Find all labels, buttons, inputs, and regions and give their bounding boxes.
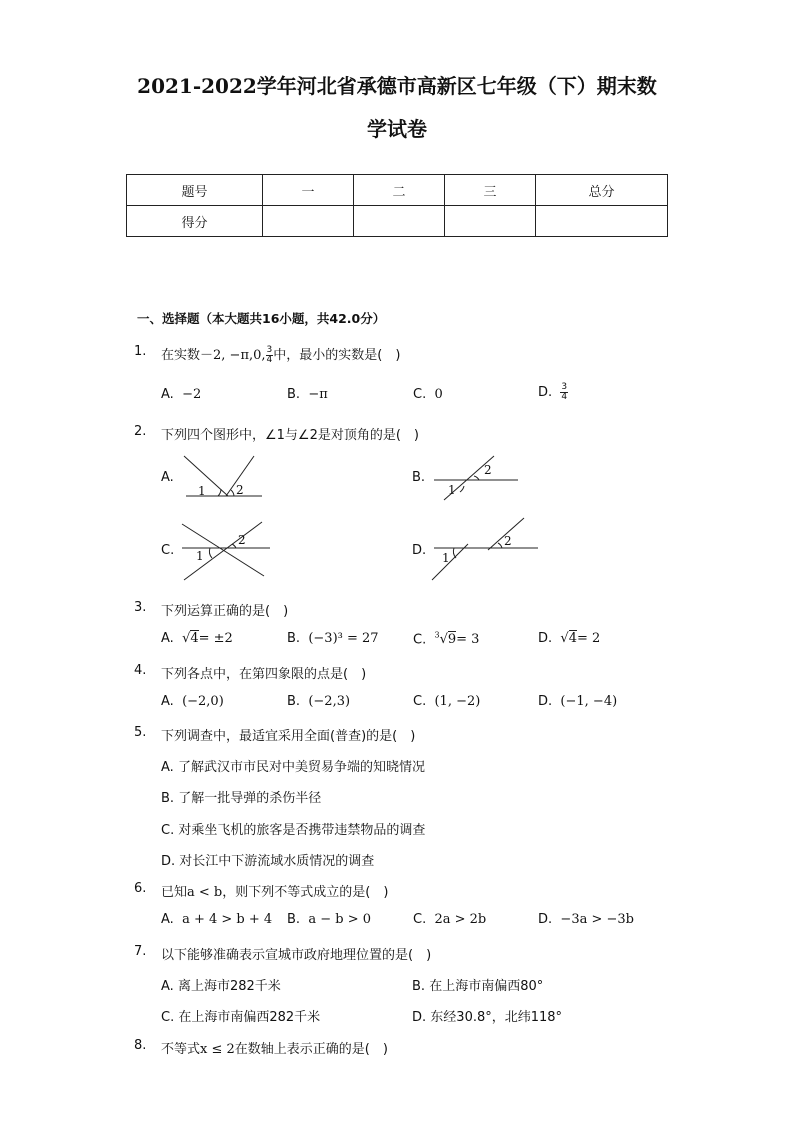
- option-b[interactable]: [161, 787, 321, 806]
- question-8: [0, 1038, 794, 1058]
- option-text: = ±2: [198, 631, 233, 646]
- option-text: 在上海市南偏西282千米: [178, 1010, 321, 1025]
- question-number: 4.: [134, 663, 147, 678]
- question-stem: [161, 1038, 388, 1057]
- option-text: (−2,0): [182, 694, 224, 709]
- question-number: 2.: [134, 424, 147, 439]
- option-math: √4= ±2: [182, 631, 233, 646]
- score-cell[interactable]: [445, 206, 536, 237]
- figure-c-label[interactable]: C.: [161, 543, 175, 558]
- question-number: 8.: [134, 1038, 147, 1053]
- angle-label-1: 1: [448, 483, 456, 497]
- radicand: 4: [190, 631, 199, 646]
- option-math: $^3$√9= 3: [434, 631, 480, 648]
- option-label: D.: [538, 385, 553, 400]
- option-b[interactable]: [287, 387, 328, 402]
- question-1: [0, 344, 794, 364]
- angle-label-2: 2: [236, 483, 244, 497]
- question-6: [0, 881, 794, 901]
- option-c[interactable]: [413, 694, 480, 709]
- option-text: 离上海市282千米: [177, 979, 281, 994]
- question-2: [0, 424, 794, 444]
- option-label: C.: [161, 1010, 175, 1025]
- option-label: A.: [161, 631, 174, 646]
- option-text: 了解一批导弹的杀伤半径: [178, 791, 322, 806]
- option-label: A.: [161, 912, 174, 927]
- question-5: [0, 725, 794, 745]
- option-a[interactable]: [161, 975, 281, 994]
- stem-text: 不等式: [161, 1042, 201, 1057]
- score-table-score-row: [127, 206, 668, 237]
- option-c[interactable]: [413, 912, 486, 927]
- score-header-cell: 三: [445, 175, 536, 206]
- option-text: (−1, −4): [560, 694, 618, 709]
- question-stem: [161, 881, 388, 900]
- angle-label-1: 1: [442, 551, 450, 565]
- angle-label-1: 1: [198, 484, 206, 498]
- score-table-header-row: [127, 175, 668, 206]
- stem-text: 已知: [161, 885, 188, 900]
- option-a[interactable]: [161, 912, 272, 927]
- option-label: B.: [287, 694, 301, 709]
- option-text: (−3)³ = 27: [308, 631, 379, 646]
- figure-d-diagram: [430, 516, 542, 582]
- question-stem: 下列四个图形中，∠1与∠2是对顶角的是( ): [161, 428, 419, 443]
- option-d[interactable]: [538, 631, 600, 646]
- option-label: B.: [287, 631, 301, 646]
- option-label: D.: [538, 694, 553, 709]
- angle-label-2: 2: [238, 533, 246, 547]
- option-text: = 3: [456, 632, 480, 648]
- option-label: B.: [287, 387, 301, 402]
- fraction: [560, 383, 568, 402]
- option-c[interactable]: [413, 387, 443, 402]
- figure-c-diagram: [176, 520, 276, 582]
- option-label: C.: [413, 387, 427, 402]
- fraction-numerator: 3: [266, 345, 273, 355]
- option-b[interactable]: [287, 631, 379, 646]
- option-label: C.: [161, 823, 175, 838]
- option-text: 对长江中下游流域水质情况的调查: [179, 854, 375, 869]
- option-text: = 2: [577, 631, 601, 646]
- option-label: A.: [161, 760, 174, 775]
- figure-b-label[interactable]: B.: [412, 470, 426, 485]
- option-c[interactable]: [161, 819, 425, 838]
- score-header-cell: 一: [263, 175, 354, 206]
- question-stem: 以下能够准确表示宣城市政府地理位置的是( ): [161, 948, 432, 963]
- score-header-cell: 总分: [536, 175, 668, 206]
- option-d[interactable]: [161, 850, 374, 869]
- question-number: 6.: [134, 881, 147, 896]
- option-d[interactable]: [412, 1006, 562, 1025]
- question-number: 1.: [134, 344, 147, 359]
- option-label: D.: [412, 1010, 427, 1025]
- option-text: (−2,3): [308, 694, 351, 709]
- option-label: C.: [413, 632, 427, 648]
- option-d[interactable]: [538, 694, 617, 709]
- question-stem: 下列调查中，最适宜采用全面(普查)的是( ): [161, 729, 416, 744]
- option-d[interactable]: [538, 912, 634, 927]
- option-c[interactable]: [161, 1006, 320, 1025]
- section-header: 一、选择题（本大题共16小题，共42.0分）: [137, 311, 386, 326]
- stem-text: 中，最小的实数是( ): [273, 348, 401, 363]
- radicand: 9: [447, 632, 457, 648]
- option-b[interactable]: [287, 694, 350, 709]
- angle-label-2: 2: [484, 463, 492, 477]
- stem-math: a < b: [187, 885, 223, 900]
- option-label: A.: [161, 979, 174, 994]
- stem-math: x ≤ 2: [200, 1042, 235, 1057]
- question-3: [0, 600, 794, 620]
- option-text: a + 4 > b + 4: [182, 912, 273, 927]
- root-index: 3: [434, 631, 440, 640]
- option-label: A.: [161, 694, 174, 709]
- option-text: 东经30.8°，北纬118°: [430, 1010, 563, 1025]
- option-label: C.: [413, 694, 427, 709]
- question-4: [0, 663, 794, 683]
- option-label: D.: [538, 912, 553, 927]
- option-a[interactable]: [161, 756, 425, 775]
- page-title-line2: 学试卷: [367, 117, 427, 141]
- question-number: 3.: [134, 600, 147, 615]
- question-7: [0, 944, 794, 964]
- stem-text: ，则下列不等式成立的是( ): [222, 885, 389, 900]
- option-text: 2a > 2b: [434, 912, 487, 927]
- score-cell[interactable]: [263, 206, 354, 237]
- option-label: A.: [161, 387, 174, 402]
- option-text: a − b > 0: [308, 912, 371, 927]
- option-b[interactable]: [412, 975, 543, 994]
- fraction-denominator: 4: [561, 392, 568, 402]
- figure-a-label[interactable]: A.: [161, 470, 174, 485]
- question-stem: 下列各点中，在第四象限的点是( ): [161, 667, 367, 682]
- score-header-cell: 二: [354, 175, 445, 206]
- option-a[interactable]: [161, 631, 233, 646]
- option-text: 0: [434, 387, 443, 402]
- option-a[interactable]: [161, 694, 224, 709]
- option-text: −2: [182, 387, 202, 402]
- fraction-denominator: 4: [266, 355, 273, 365]
- option-label: D.: [161, 854, 176, 869]
- question-stem: 下列运算正确的是( ): [161, 604, 289, 619]
- option-text: −π: [308, 387, 328, 402]
- option-d[interactable]: [538, 383, 568, 402]
- option-text: 对乘坐飞机的旅客是否携带违禁物品的调查: [178, 823, 426, 838]
- score-cell[interactable]: [354, 206, 445, 237]
- option-math: √4= 2: [560, 631, 601, 646]
- option-label: D.: [538, 631, 553, 646]
- option-text: 在上海市南偏西80°: [429, 979, 544, 994]
- stem-math: －2, −π,0,: [200, 348, 266, 363]
- question-stem: [161, 344, 400, 365]
- score-row-label: 得分: [127, 206, 263, 237]
- option-text: 了解武汉市市民对中美贸易争端的知晓情况: [177, 760, 425, 775]
- option-label: B.: [287, 912, 301, 927]
- option-a[interactable]: [161, 387, 201, 402]
- figure-b-diagram: [430, 452, 522, 502]
- fraction-numerator: 3: [561, 382, 568, 392]
- stem-text: 在数轴上表示正确的是( ): [234, 1042, 388, 1057]
- option-text: −3a > −3b: [560, 912, 634, 927]
- option-text: (1, −2): [434, 694, 481, 709]
- score-cell[interactable]: [536, 206, 668, 237]
- option-label: B.: [161, 791, 175, 806]
- radicand: 4: [568, 631, 577, 646]
- figure-a-diagram: [176, 452, 270, 502]
- page-title-line1: 2021-2022学年河北省承德市高新区七年级（下）期末数: [137, 74, 657, 98]
- question-number: 5.: [134, 725, 147, 740]
- figure-d-label[interactable]: D.: [412, 543, 427, 558]
- score-header-cell: 题号: [127, 175, 263, 206]
- score-table: [126, 174, 668, 237]
- angle-label-2: 2: [504, 534, 512, 548]
- option-label: B.: [412, 979, 426, 994]
- stem-text: 在实数: [161, 348, 201, 363]
- option-c[interactable]: [413, 631, 479, 647]
- angle-label-1: 1: [196, 549, 204, 563]
- question-number: 7.: [134, 944, 147, 959]
- option-b[interactable]: [287, 912, 371, 927]
- option-label: C.: [413, 912, 427, 927]
